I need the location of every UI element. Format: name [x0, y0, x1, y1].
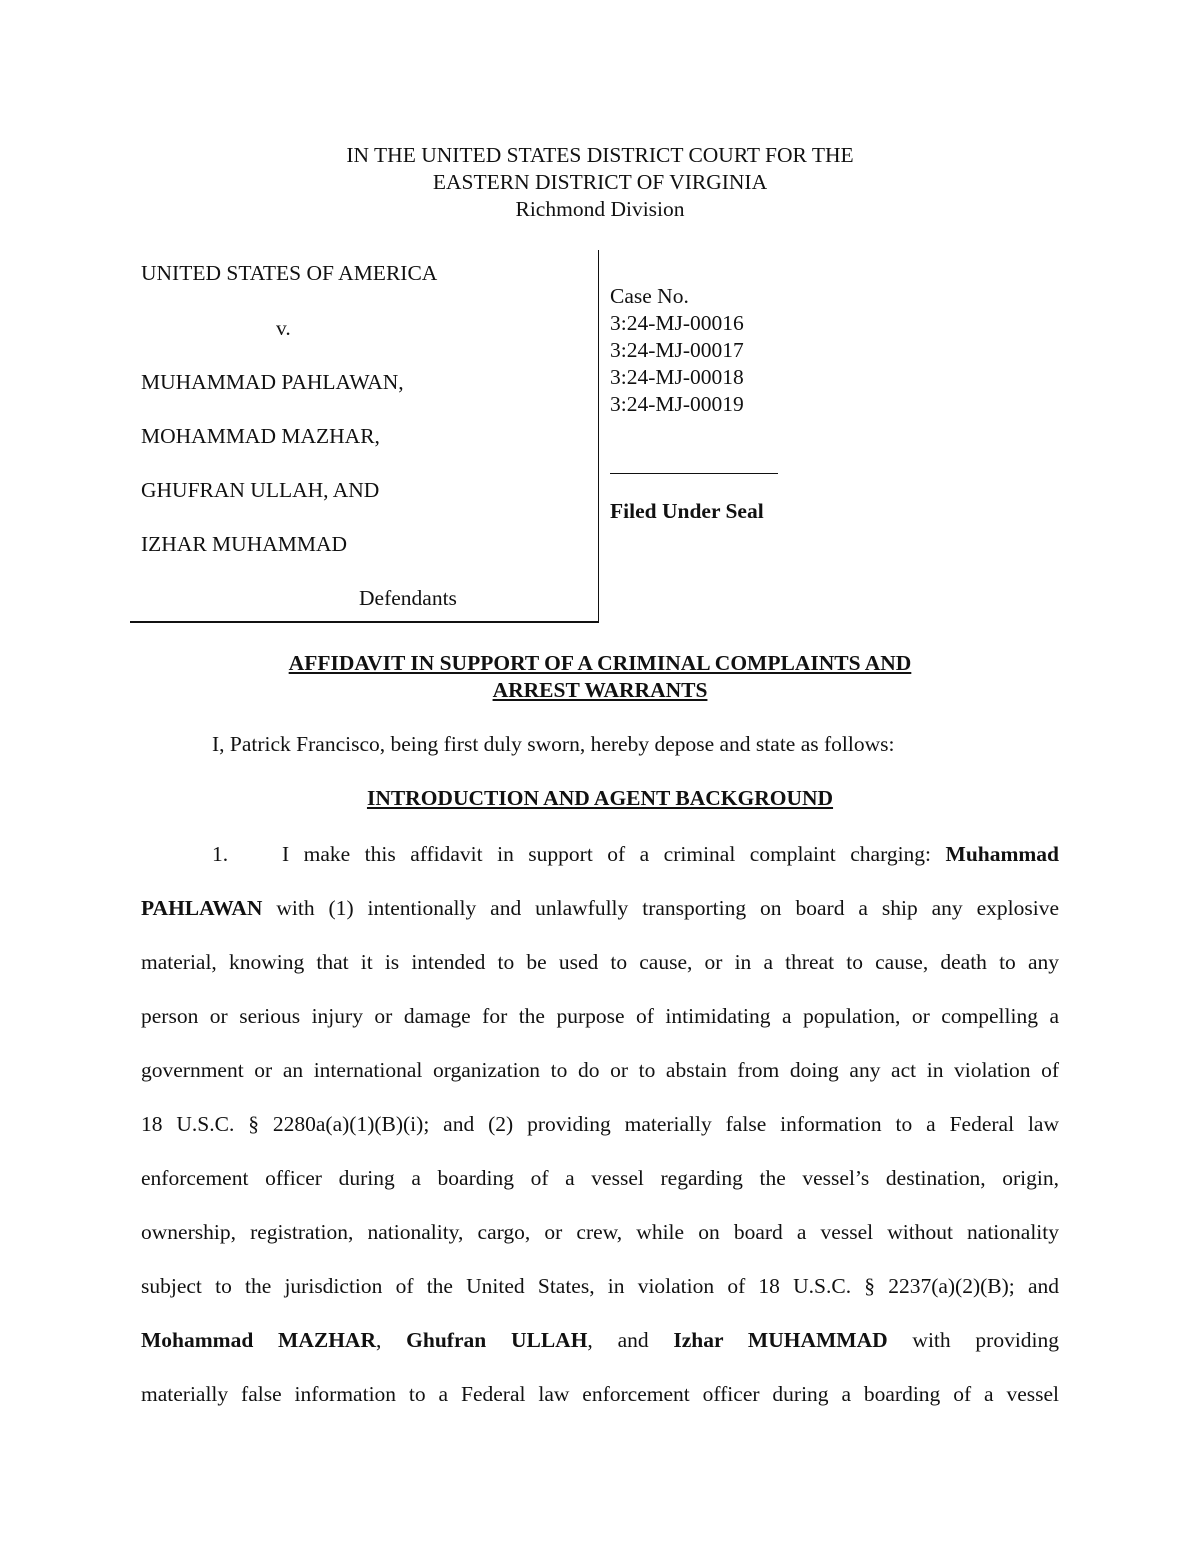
- caption-divider: [598, 250, 599, 621]
- defendant-reference: Muhammad: [945, 842, 1060, 866]
- paragraph-line: [212, 840, 1059, 868]
- versus-label: v.: [276, 316, 291, 340]
- paragraph-line: material, knowing that it is intended to be used to cause, or in a threat to cause, death to any: [141, 950, 1059, 974]
- paragraph-line: materially false information to a Federal law enforcement officer during a boarding of a vessel: [141, 1382, 1059, 1406]
- document-title: [0, 650, 1200, 704]
- paragraph-line: [141, 894, 1059, 922]
- defendant-reference: Mohammad MAZHAR: [141, 1328, 376, 1352]
- defendant-name-2: MOHAMMAD MAZHAR,: [141, 424, 380, 448]
- case-number-3: 3:24-MJ-00018: [610, 365, 744, 389]
- case-number-2: 3:24-MJ-00017: [610, 338, 744, 362]
- court-name-line-2: EASTERN DISTRICT OF VIRGINIA: [432, 170, 768, 194]
- defendant-reference: PAHLAWAN: [141, 896, 263, 920]
- paragraph-text: , and: [587, 1328, 649, 1352]
- case-number-block: [610, 283, 744, 418]
- case-number-label: Case No.: [610, 284, 689, 308]
- document-title-line-2: ARREST WARRANTS: [492, 678, 708, 702]
- defendants-label: Defendants: [359, 586, 457, 610]
- seal-rule: [610, 473, 778, 474]
- paragraph-line: ownership, registration, nationality, cargo, or crew, while on board a vessel without nationality: [141, 1220, 1059, 1244]
- filed-under-seal-label: Filed Under Seal: [610, 499, 764, 523]
- paragraph-text: I make this affidavit in support of a criminal complaint charging:: [282, 842, 932, 866]
- paragraph-line: enforcement officer during a boarding of a vessel regarding the vessel’s destination, origin,: [141, 1166, 1059, 1190]
- court-division: Richmond Division: [515, 197, 685, 221]
- defendant-reference: Ghufran ULLAH: [406, 1328, 588, 1352]
- paragraph-number: 1.: [212, 842, 229, 866]
- court-header: [0, 142, 1200, 223]
- defendant-name-1: MUHAMMAD PAHLAWAN,: [141, 370, 404, 394]
- plaintiff-name: UNITED STATES OF AMERICA: [141, 261, 438, 285]
- paragraph-text: with providing: [912, 1328, 1060, 1352]
- paragraph-text: ,: [375, 1328, 382, 1352]
- defendant-name-4: IZHAR MUHAMMAD: [141, 532, 348, 556]
- paragraph-line: 18 U.S.C. § 2280a(a)(1)(B)(i); and (2) providing materially false information to a Federal law: [141, 1112, 1059, 1136]
- paragraph-line: government or an international organization to do or to abstain from doing any act in violation of: [141, 1058, 1059, 1082]
- defendant-reference: Izhar MUHAMMAD: [673, 1328, 888, 1352]
- paragraph-line: subject to the jurisdiction of the United States, in violation of 18 U.S.C. § 2237(a)(2)(B); and: [141, 1274, 1059, 1298]
- section-heading: INTRODUCTION AND AGENT BACKGROUND: [366, 786, 834, 810]
- defendant-name-3: GHUFRAN ULLAH, AND: [141, 478, 380, 502]
- paragraph-line: person or serious injury or damage for the purpose of intimidating a population, or compelling a: [141, 1004, 1059, 1028]
- paragraph-text: with (1) intentionally and unlawfully transporting on board a ship any explosive: [276, 896, 1059, 920]
- document-title-line-1: AFFIDAVIT IN SUPPORT OF A CRIMINAL COMPLAINTS AND: [288, 651, 912, 675]
- court-name-line-1: IN THE UNITED STATES DISTRICT COURT FOR THE: [346, 143, 854, 167]
- paragraph-line: [141, 1326, 1059, 1354]
- oath-statement: I, Patrick Francisco, being first duly sworn, hereby depose and state as follows:: [212, 732, 895, 756]
- case-number-1: 3:24-MJ-00016: [610, 311, 744, 335]
- case-number-4: 3:24-MJ-00019: [610, 392, 744, 416]
